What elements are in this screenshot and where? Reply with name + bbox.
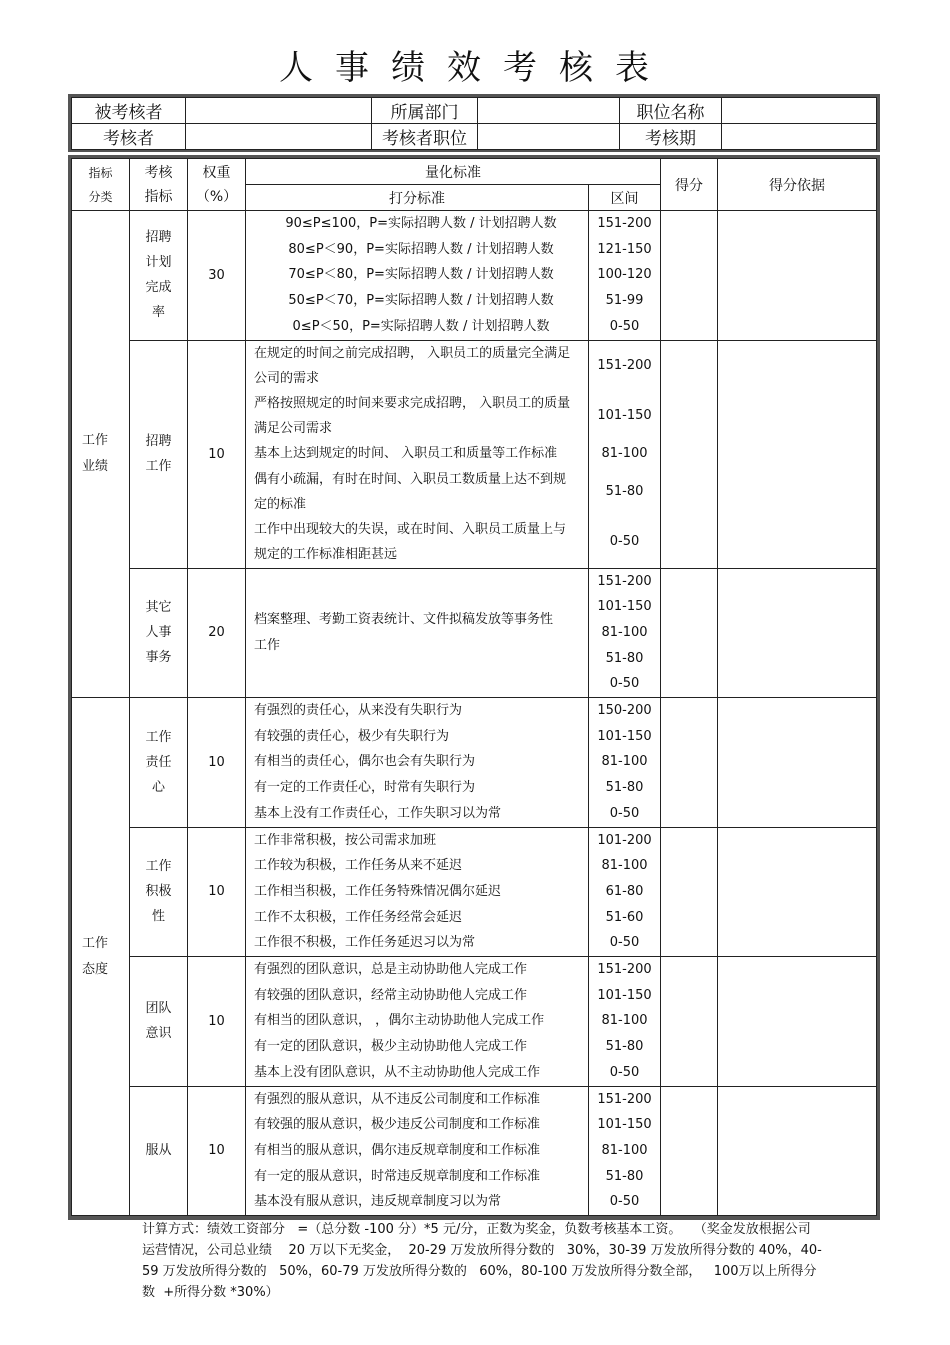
range-item: 51-80: [605, 650, 644, 666]
criteria-item: 有强烈的服从意识，从不违反公司制度和工作标准: [254, 1091, 541, 1107]
range-item: 151-200: [597, 358, 652, 374]
criteria-item: 有相当的服从意识，偶尔违反规章制度和工作标准: [254, 1142, 541, 1158]
indicator-weight: 10: [188, 827, 246, 957]
header-range: 区间: [589, 185, 661, 211]
header-score: 得分: [661, 159, 718, 211]
label-position: 职位名称: [620, 98, 722, 124]
range-item: 81-100: [601, 446, 648, 462]
label-department: 所属部门: [372, 98, 478, 124]
range-item: 0-50: [609, 534, 640, 550]
range-item: 51-80: [605, 1039, 644, 1055]
criteria-list: [246, 957, 589, 1087]
range-item: 0-50: [609, 1064, 640, 1080]
range-list: [589, 568, 661, 698]
criteria-item: 工作相当积极，工作任务特殊情况偶尔延迟: [254, 883, 502, 899]
criteria-item: 90≤P≤100，P=实际招聘人数 / 计划招聘人数: [285, 216, 557, 231]
criteria-item: 有相当的责任心，偶尔也会有失职行为: [254, 754, 476, 770]
criteria-item: 基本上达到规定的时间、 入职员工和质量等工作标准: [254, 446, 558, 462]
calculation-note: [142, 1219, 822, 1303]
criteria-list: [246, 827, 589, 957]
criteria-item: 基本上没有工作责任心，工作失职习以为常: [254, 805, 502, 821]
range-item: 151-200: [597, 573, 652, 589]
range-item: 101-150: [597, 599, 652, 615]
criteria-item: 有相当的团队意识， ，偶尔主动协助他人完成工作: [254, 1013, 545, 1029]
range-item: 101-200: [597, 832, 652, 848]
criteria-item: 工作非常积极，按公司需求加班: [254, 832, 437, 848]
basis-cell[interactable]: [718, 340, 877, 568]
criteria-item: 有较强的服从意识，极少违反公司制度和工作标准: [254, 1117, 541, 1133]
label-appraiser: 考核者: [72, 124, 186, 150]
indicator-weight: 10: [188, 698, 246, 828]
criteria-item: 0≤P＜50，P=实际招聘人数 / 计划招聘人数: [292, 318, 550, 334]
criteria-list: [246, 568, 589, 698]
score-cell[interactable]: [661, 698, 718, 828]
range-item: 101-150: [597, 987, 652, 1003]
header-quant-standard: 量化标准: [246, 159, 661, 185]
range-item: 81-100: [601, 624, 648, 640]
basis-cell[interactable]: [718, 957, 877, 1087]
label-appraiser-position: 考核者职位: [372, 124, 478, 150]
header-weight: 权重 （%）: [188, 159, 246, 211]
score-cell[interactable]: [661, 568, 718, 698]
page-title: 人事绩效考核表: [279, 48, 671, 88]
range-list: [589, 1086, 661, 1216]
range-list: [589, 211, 661, 341]
criteria-item: 工作不太积极，工作任务经常会延迟: [254, 909, 463, 925]
criteria-item: 有较强的团队意识，经常主动协助他人完成工作: [254, 987, 528, 1003]
criteria-item: 工作较为积极，工作任务从来不延迟: [254, 858, 463, 874]
criteria-item: 严格按照规定的时间来要求完成招聘， 入职员工的质量满足公司需求: [254, 396, 571, 437]
indicator-name: 团队 意识: [130, 957, 188, 1087]
score-cell[interactable]: [661, 827, 718, 957]
basis-cell[interactable]: [718, 827, 877, 957]
range-item: 100-120: [597, 267, 652, 283]
assessment-table: [71, 158, 877, 1216]
range-item: 151-200: [597, 1091, 652, 1107]
info-table: [71, 97, 877, 150]
range-list: [589, 827, 661, 957]
header-scoring: 打分标准: [246, 185, 589, 211]
indicator-name: 工作 积极 性: [130, 827, 188, 957]
criteria-item: 50≤P＜70，P=实际招聘人数 / 计划招聘人数: [288, 293, 554, 309]
range-item: 81-100: [601, 1013, 648, 1029]
criteria-list: [246, 698, 589, 828]
category-performance: 工作 业绩: [72, 211, 130, 698]
indicator-name: 招聘 计划 完成 率: [130, 211, 188, 341]
range-item: 81-100: [601, 1142, 648, 1158]
indicator-name: 工作 责任 心: [130, 698, 188, 828]
range-item: 51-80: [605, 1168, 644, 1184]
label-period: 考核期: [620, 124, 722, 150]
department-field[interactable]: [478, 98, 620, 124]
criteria-item: 偶有小疏漏，有时在时间、入职员工数质量上达不到规定的标准: [254, 471, 567, 512]
criteria-item: 80≤P＜90，P=实际招聘人数 / 计划招聘人数: [288, 241, 554, 257]
basis-cell[interactable]: [718, 211, 877, 341]
criteria-list: [246, 1086, 589, 1216]
range-item: 51-60: [605, 909, 644, 925]
score-cell[interactable]: [661, 957, 718, 1087]
range-item: 151-200: [597, 962, 652, 978]
range-list: [589, 698, 661, 828]
indicator-name: 招聘 工作: [130, 340, 188, 568]
info-table-frame: [68, 94, 880, 152]
appraiser-position-field[interactable]: [478, 124, 620, 150]
score-cell[interactable]: [661, 1086, 718, 1216]
criteria-item: 有一定的工作责任心，时常有失职行为: [254, 780, 476, 796]
appraisee-field[interactable]: [186, 98, 372, 124]
criteria-item: 有一定的团队意识，极少主动协助他人完成工作: [254, 1039, 528, 1055]
criteria-item: 有较强的责任心，极少有失职行为: [254, 728, 450, 744]
indicator-weight: 10: [188, 340, 246, 568]
range-item: 0-50: [609, 935, 640, 951]
category-attitude: 工作 态度: [72, 698, 130, 1216]
range-item: 61-80: [605, 883, 644, 899]
criteria-list: [246, 211, 589, 341]
range-item: 51-80: [605, 484, 644, 500]
range-item: 51-80: [605, 780, 644, 796]
appraiser-field[interactable]: [186, 124, 372, 150]
header-category: 指标 分类: [72, 159, 130, 211]
criteria-item: 有强烈的团队意识，总是主动协助他人完成工作: [254, 962, 528, 978]
indicator-weight: 20: [188, 568, 246, 698]
range-item: 101-150: [597, 728, 652, 744]
indicator-name: 服从: [130, 1086, 188, 1216]
range-list: [589, 957, 661, 1087]
assessment-table-frame: [68, 155, 880, 1220]
position-field[interactable]: [722, 98, 877, 124]
range-item: 101-150: [597, 408, 652, 424]
calculation-note-text: 计算方式：绩效工资部分 =（总分数 -100 分）*5 元/分，正数为奖金，负数考核基本工资。 （奖金发放根据公司运营情况，公司总业绩 20 万以下无奖金， 20-29 万发放所得分数的 30%，30-39 万发放所得分数的 40%，40-59 万发放所得分数的 50%，60-79 万发放所得分数的 60%，80-100 万发放所得分数全部， 100万以上所得分数 +所得分数 *30%）: [142, 1222, 822, 1300]
basis-cell[interactable]: [718, 568, 877, 698]
range-item: 101-150: [597, 1117, 652, 1133]
basis-cell[interactable]: [718, 1086, 877, 1216]
range-item: 0-50: [609, 676, 640, 692]
indicator-name: 其它 人事 事务: [130, 568, 188, 698]
indicator-weight: 10: [188, 957, 246, 1087]
criteria-item: 基本上没有团队意识，从不主动协助他人完成工作: [254, 1064, 541, 1080]
criteria-item: 基本没有服从意识，违反规章制度习以为常: [254, 1194, 502, 1210]
range-item: 150-200: [597, 703, 652, 719]
range-item: 51-99: [605, 293, 644, 309]
criteria-item: 70≤P＜80，P=实际招聘人数 / 计划招聘人数: [288, 267, 554, 283]
criteria-item: 工作很不积极，工作任务延迟习以为常: [254, 935, 476, 951]
criteria-list: [246, 340, 589, 568]
label-appraisee: 被考核者: [72, 98, 186, 124]
criteria-item: 在规定的时间之前完成招聘， 入职员工的质量完全满足公司的需求: [254, 345, 571, 386]
range-item: 0-50: [609, 318, 640, 334]
criteria-item: 档案整理、考勤工资表统计、文件拟稿发放等事务性工作: [254, 612, 554, 653]
score-cell[interactable]: [661, 340, 718, 568]
range-item: 121-150: [597, 241, 652, 257]
range-item: 81-100: [601, 858, 648, 874]
range-item: 0-50: [609, 805, 640, 821]
criteria-item: 工作中出现较大的失误，或在时间、入职员工质量上与规定的工作标准相距甚远: [254, 522, 567, 563]
range-item: 0-50: [609, 1194, 640, 1210]
range-item: 81-100: [601, 754, 648, 770]
criteria-item: 有一定的服从意识，时常违反规章制度和工作标准: [254, 1168, 541, 1184]
basis-cell[interactable]: [718, 698, 877, 828]
criteria-item: 有强烈的责任心，从来没有失职行为: [254, 703, 463, 719]
score-cell[interactable]: [661, 211, 718, 341]
range-list: [589, 340, 661, 568]
header-indicator: 考核 指标: [130, 159, 188, 211]
indicator-weight: 30: [188, 211, 246, 341]
header-basis: 得分依据: [718, 159, 877, 211]
range-item: 151-200: [597, 216, 652, 231]
indicator-weight: 10: [188, 1086, 246, 1216]
period-field[interactable]: [722, 124, 877, 150]
